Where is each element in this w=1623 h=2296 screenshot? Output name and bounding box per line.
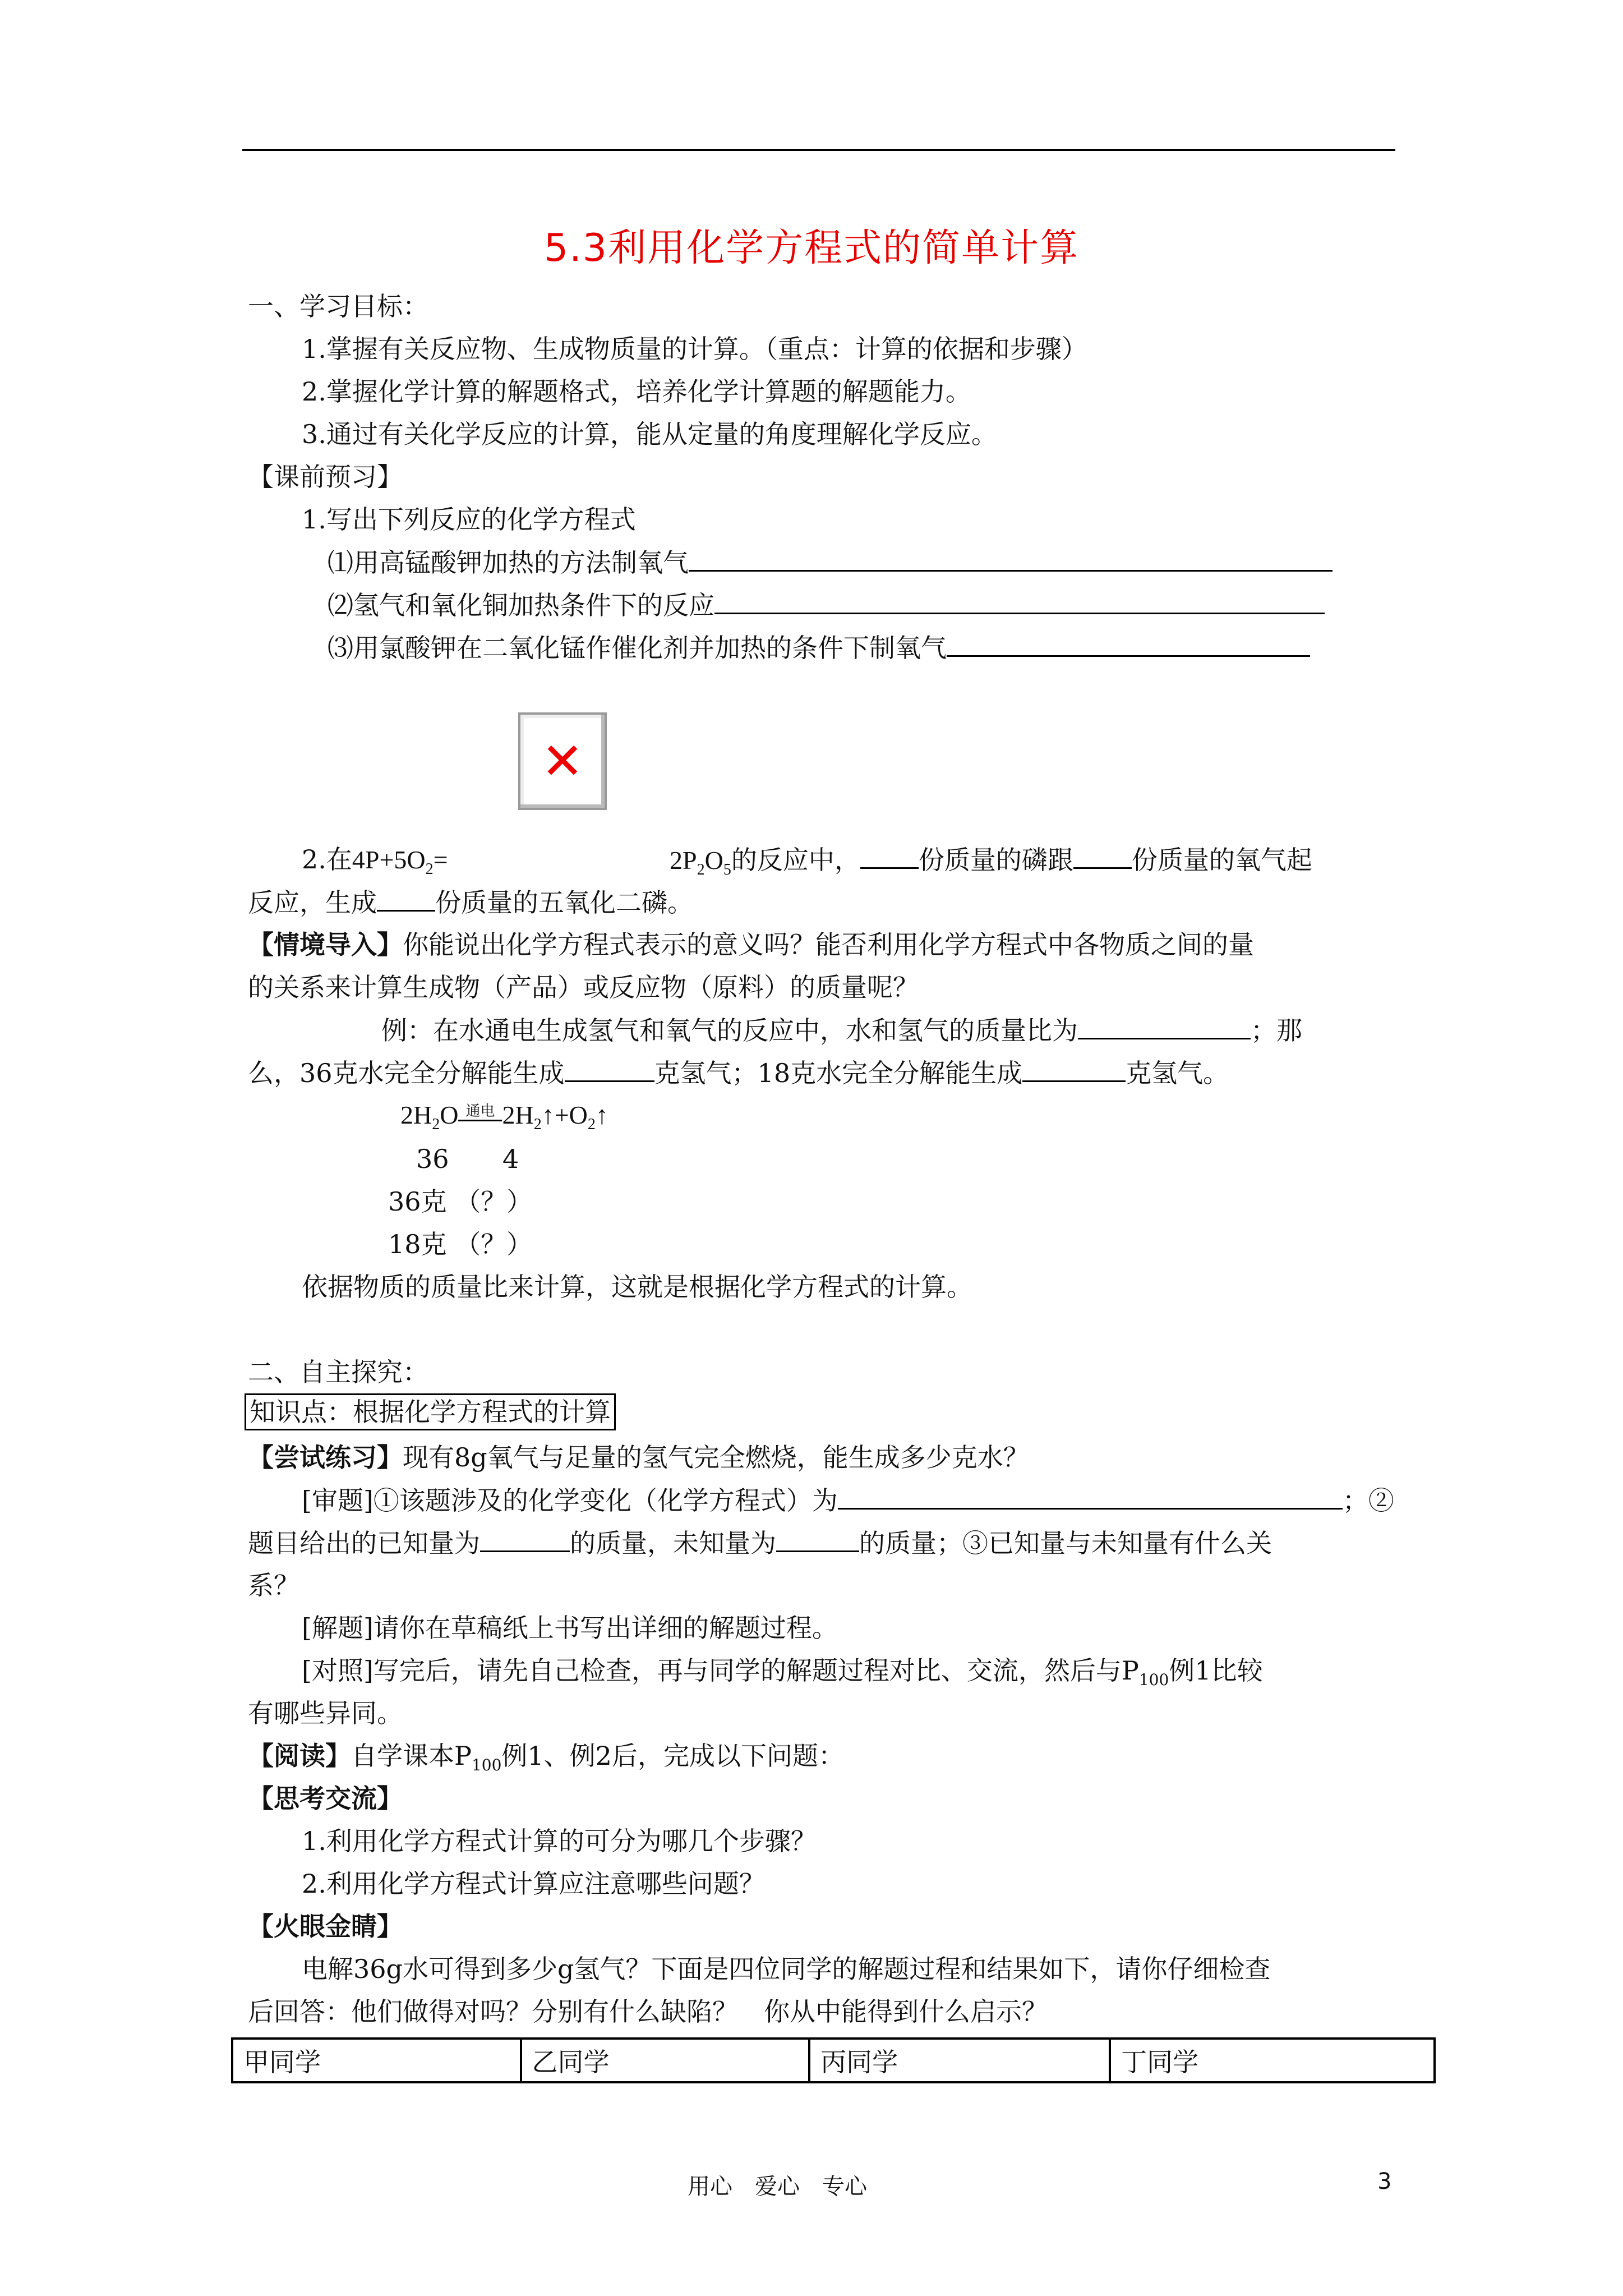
preview-item-1 (328, 545, 1332, 579)
eye-line1: 电解36g水可得到多少g氢气？下面是四位同学的解题过程和结果如下，请你仔细检查 (302, 1954, 1271, 1984)
page-number: 3 (1377, 2169, 1392, 2194)
preview-item-3-text: ⑶用氯酸钾在二氧化锰作催化剂并加热的条件下制氧气 (328, 633, 947, 663)
review-blank-1[interactable] (838, 1483, 1343, 1510)
try-line (248, 1441, 1029, 1474)
answer-blank-2[interactable] (714, 588, 1325, 614)
try-text: 现有8g氧气与足量的氢气完全燃烧，能生成多少克水？ (403, 1442, 1029, 1473)
preview-q1: 1.写出下列反应的化学方程式 (302, 504, 636, 535)
answer-blank-3[interactable] (947, 631, 1310, 657)
table-row (232, 2039, 1435, 2082)
header-rule (242, 149, 1395, 151)
example-1b: ；那 (1251, 1015, 1302, 1046)
eye-label: 【火眼金睛】 (248, 1911, 403, 1941)
check1-sub: 100 (1138, 1671, 1169, 1689)
example-1a: 例：在水通电生成氢气和氧气的反应中，水和氢气的质量比为 (381, 1015, 1078, 1046)
example-blank-3[interactable] (1022, 1056, 1126, 1082)
q2-blank-2[interactable] (1073, 843, 1132, 869)
q2-line2a: 反应，生成 (248, 887, 377, 918)
student-cell-1: 甲同学 (232, 2039, 521, 2082)
section2-heading: 二、自主探究： (248, 1357, 428, 1387)
broken-image-icon: ✕ (541, 731, 584, 791)
footer-motto: 用心 爱心 专心 (688, 2174, 867, 2200)
review-2a: 题目给出的已知量为 (248, 1528, 480, 1558)
preview-heading: 【课前预习】 (248, 462, 403, 492)
q2-mid: 的反应中， (731, 845, 860, 875)
example-line2 (248, 1056, 1229, 1090)
preview-q2-line1b (670, 843, 1312, 877)
q2-equation-left: $4P+5O_2=$ (352, 845, 448, 878)
read-sub: 100 (471, 1756, 502, 1774)
read-line (248, 1739, 844, 1773)
example-blank-2[interactable] (565, 1056, 654, 1082)
think-q2: 2.利用化学方程式计算应注意哪些问题？ (302, 1869, 765, 1899)
review-line3: 系？ (248, 1570, 299, 1600)
q2-blank-3[interactable] (377, 885, 435, 912)
read-text: 自学课本P (351, 1741, 472, 1771)
read-label: 【阅读】 (248, 1741, 351, 1771)
student-cell-3: 丙同学 (809, 2039, 1110, 2082)
ratio-36: 36 (416, 1144, 449, 1174)
q2-p2: 份质量的氧气起 (1131, 845, 1312, 875)
intro-line1 (248, 928, 1254, 961)
review-2b: 的质量，未知量为 (570, 1528, 776, 1558)
think-label: 【思考交流】 (248, 1783, 403, 1814)
preview-q2-line1 (302, 843, 448, 877)
student-table (231, 2037, 1436, 2083)
intro-label: 【情境导入】 (248, 930, 403, 960)
review-a: [审题]①该题涉及的化学变化（化学方程式）为 (302, 1485, 838, 1516)
q2-blank-1[interactable] (860, 843, 919, 869)
goal-2: 2.掌握化学计算的解题格式，培养化学计算题的解题能力。 (302, 376, 971, 407)
goal-1: 1.掌握有关反应物、生成物质量的计算。（重点：计算的依据和步骤） (302, 334, 1087, 364)
solve-line: [解题]请你在草稿纸上书写出详细的解题过程。 (302, 1613, 838, 1643)
ratio-4: 4 (502, 1144, 519, 1174)
q2-line2b: 份质量的五氧化二磷。 (435, 887, 693, 918)
condition-label: 通电 (458, 1103, 502, 1121)
q2-equation-right: $2P_2O_5$ (670, 846, 731, 878)
intro-text1: 你能说出化学方程式表示的意义吗？能否利用化学方程式中各物质之间的量 (403, 930, 1254, 960)
preview-item-2-text: ⑵氢气和氧化铜加热条件下的反应 (328, 590, 714, 620)
water-equation: $2H_2O$ 通电 $2H_2↑+O_2↑$ (400, 1101, 608, 1133)
example-2b: 克氢气；18克水完全分解能生成 (654, 1058, 1023, 1088)
q2-prefix: 2.在 (302, 844, 352, 875)
check1-text: [对照]写完后，请先自己检查，再与同学的解题过程对比、交流，然后与P (302, 1655, 1139, 1686)
answer-blank-1[interactable] (689, 545, 1332, 572)
review-b: ；② (1342, 1485, 1394, 1516)
page-title: 5.3利用化学方程式的简单计算 (543, 226, 1080, 270)
section1-heading: 一、学习目标： (248, 291, 428, 321)
example-line1 (381, 1013, 1302, 1047)
review-2c: 的质量；③已知量与未知量有什么关 (859, 1528, 1272, 1558)
student-cell-4: 丁同学 (1110, 2039, 1435, 2082)
goal-3: 3.通过有关化学反应的计算，能从定量的角度理解化学反应。 (302, 419, 997, 449)
broken-image-placeholder (518, 712, 607, 810)
check1-end: 例1比较 (1169, 1655, 1263, 1686)
preview-item-1-text: ⑴用高锰酸钾加热的方法制氧气 (328, 547, 689, 578)
intro-line2: 的关系来计算生成物（产品）或反应物（原料）的质量呢？ (248, 972, 919, 1002)
review-line1 (302, 1483, 1394, 1517)
student-cell-2: 乙同学 (521, 2039, 810, 2082)
check-line1 (302, 1654, 1263, 1687)
preview-item-2 (328, 588, 1325, 622)
example-2c: 克氢气。 (1126, 1058, 1229, 1088)
preview-item-3 (328, 631, 1310, 665)
eye-line2: 后回答：他们做得对吗？分别有什么缺陷？ 你从中能得到什么启示？ (248, 1996, 1048, 2027)
example-2a: 么，36克水完全分解能生成 (248, 1058, 565, 1088)
intro-conclusion: 依据物质的质量比来计算，这就是根据化学方程式的计算。 (302, 1272, 972, 1302)
review-line2 (248, 1526, 1272, 1560)
check-line2: 有哪些异同。 (248, 1698, 403, 1728)
q2-p1: 份质量的磷跟 (918, 845, 1073, 875)
read-end: 例1、例2后，完成以下问题： (501, 1741, 844, 1771)
review-blank-3[interactable] (776, 1526, 859, 1552)
review-blank-2[interactable] (480, 1526, 570, 1552)
knowledge-point-box: 知识点：根据化学方程式的计算 (245, 1393, 616, 1430)
try-label: 【尝试练习】 (248, 1442, 403, 1473)
ratio-row-36g: 36克 （？） (388, 1186, 533, 1217)
think-q1: 1.利用化学方程式计算的可分为哪几个步骤？ (302, 1826, 817, 1856)
preview-q2-line2 (248, 885, 693, 919)
example-blank-1[interactable] (1078, 1013, 1251, 1039)
ratio-row-18g: 18克 （？） (388, 1229, 533, 1259)
